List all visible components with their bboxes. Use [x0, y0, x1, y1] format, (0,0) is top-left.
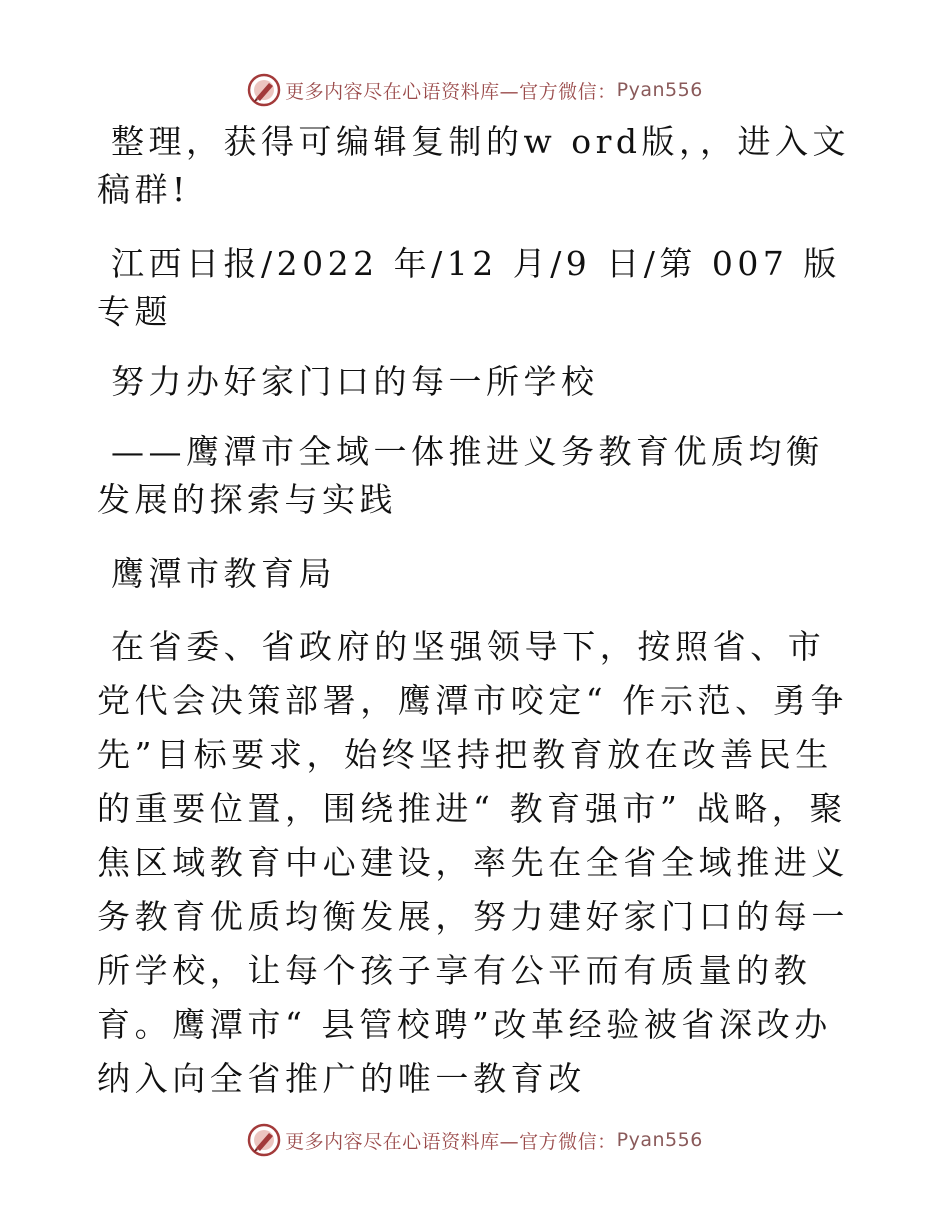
- watermark-text: 更多内容尽在心语资料库—官方微信：: [285, 80, 617, 103]
- article-author: 鹰潭市教育局: [111, 554, 336, 593]
- intro-note: 整理，获得可编辑复制的w ord版，，进入文稿群!: [97, 122, 851, 209]
- header-watermark: [0, 70, 950, 110]
- watermark-text: 更多内容尽在心语资料库—官方微信：: [285, 1130, 617, 1153]
- document-body: [97, 118, 857, 1106]
- pen-circle-logo-icon: [247, 73, 281, 107]
- pen-circle-logo-icon: [247, 1123, 281, 1157]
- article-title: 努力办好家门口的每一所学校: [111, 362, 599, 401]
- footer-watermark: [0, 1120, 950, 1160]
- source-line: 江西日报/2022 年/12 月/9 日/第 007 版专题: [97, 244, 841, 331]
- article-subtitle: ——鹰潭市全域一体推进义务教育优质均衡发展的探索与实践: [97, 432, 824, 519]
- article-paragraph: 在省委、省政府的坚强领导下，按照省、市党代会决策部署，鹰潭市咬定“ 作示范、勇争先”目标要求，始终坚持把教育放在改善民生的重要位置，围绕推进“ 教育强市” 战略，聚焦区域教育中心建设，率先在全省全域推进义务教育优质均衡发展，努力建好家门口的每一所学校，让每个孩子享有公平而有质量的教育。鹰潭市“ 县管校聘”改革经验被省深改办纳入向全省推广的唯一教育改: [97, 627, 849, 1098]
- watermark-wechat-id: Pyan556: [616, 1129, 703, 1151]
- watermark-wechat-id: Pyan556: [616, 79, 703, 101]
